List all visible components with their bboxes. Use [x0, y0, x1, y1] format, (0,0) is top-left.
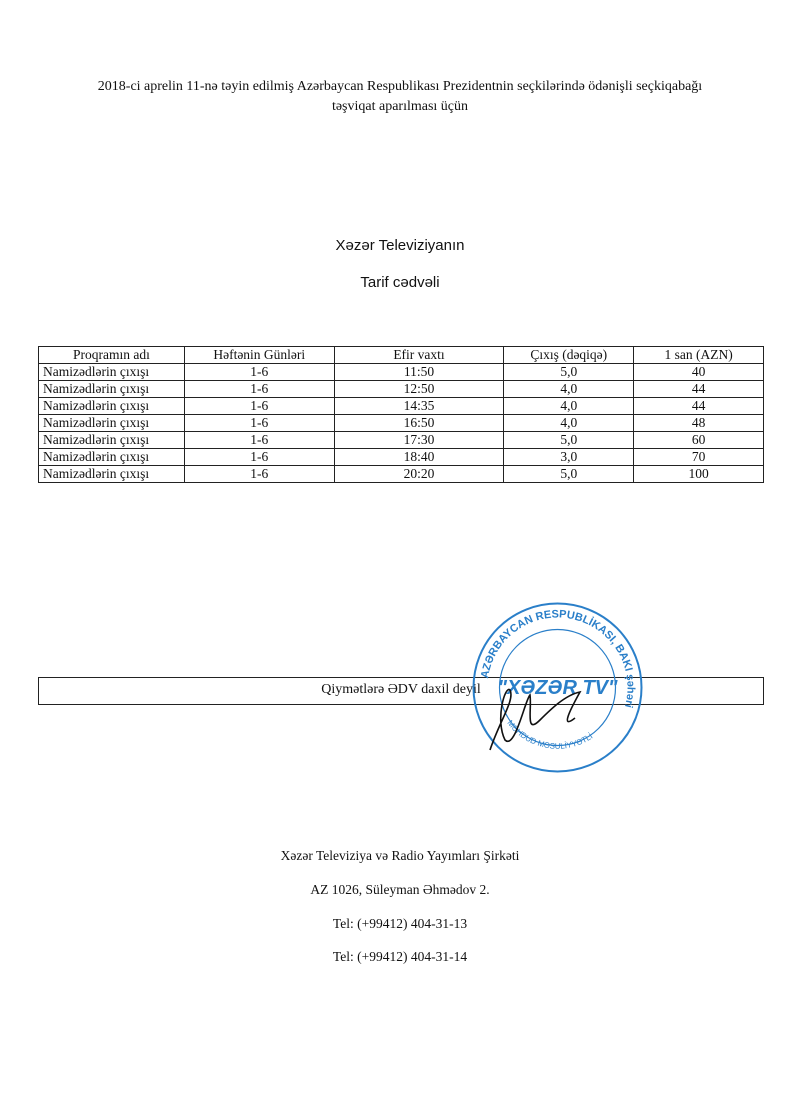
column-header-price: 1 san (AZN) [634, 347, 764, 364]
row-airtime-cell: 16:50 [334, 415, 504, 432]
column-header-days: Həftənin Günləri [184, 347, 334, 364]
row-price-cell: 60 [634, 432, 764, 449]
footer-address: AZ 1026, Süleyman Əhmədov 2. [310, 882, 490, 897]
row-days-cell: 1-6 [184, 466, 334, 483]
tariff-table [38, 346, 764, 483]
header-line-1: 2018-ci aprelin 11-nə təyin edilmiş Azərbaycan Respublikası Prezidentnin seçkilərində ödənişli seçkiqabağı [97, 79, 703, 94]
row-airtime-cell: 12:50 [334, 381, 504, 398]
row-price-cell: 100 [634, 466, 764, 483]
company-title: Xəzər Televiziyanın [335, 237, 465, 254]
row-duration-cell: 3,0 [504, 449, 634, 466]
row-days-cell: 1-6 [184, 432, 334, 449]
column-header-duration: Çıxış (dəqiqə) [504, 347, 634, 364]
row-price-cell: 40 [634, 364, 764, 381]
row-program-cell: Namizədlərin çıxışı [39, 449, 185, 466]
row-price-cell: 44 [634, 381, 764, 398]
row-program-cell: Namizədlərin çıxışı [39, 381, 185, 398]
row-airtime-cell: 20:20 [334, 466, 504, 483]
header-line-2: təşviqat aparılması üçün [331, 99, 469, 114]
footer-phone-2: Tel: (+99412) 404-31-14 [332, 949, 468, 964]
row-price-cell: 44 [634, 398, 764, 415]
column-header-program: Proqramın adı [39, 347, 185, 364]
table-row [39, 449, 764, 466]
row-program-cell: Namizədlərin çıxışı [39, 364, 185, 381]
row-duration-cell: 4,0 [504, 381, 634, 398]
table-row [39, 432, 764, 449]
table-row [39, 415, 764, 432]
table-row [39, 466, 764, 483]
row-days-cell: 1-6 [184, 364, 334, 381]
row-program-cell: Namizədlərin çıxışı [39, 398, 185, 415]
stamp-center-text: "XƏZƏR TV" [497, 677, 618, 699]
table-row [39, 381, 764, 398]
vat-note: Qiymətlərə ƏDV daxil deyil [321, 682, 481, 697]
stamp-outer-text: AZƏRBAYCAN RESPUBLİKASI, BAKI şəhəri [479, 608, 637, 710]
row-program-cell: Namizədlərin çıxışı [39, 466, 185, 483]
table-header-row [39, 347, 764, 364]
vat-note-box [38, 677, 764, 705]
tariff-subtitle: Tarif cədvəli [360, 274, 440, 291]
company-stamp [470, 600, 645, 775]
row-program-cell: Namizədlərin çıxışı [39, 432, 185, 449]
row-airtime-cell: 11:50 [334, 364, 504, 381]
row-duration-cell: 5,0 [504, 432, 634, 449]
row-duration-cell: 5,0 [504, 364, 634, 381]
row-duration-cell: 4,0 [504, 415, 634, 432]
row-days-cell: 1-6 [184, 381, 334, 398]
row-airtime-cell: 17:30 [334, 432, 504, 449]
row-airtime-cell: 18:40 [334, 449, 504, 466]
footer-company: Xəzər Televiziya və Radio Yayımları Şirkəti [280, 848, 520, 863]
row-days-cell: 1-6 [184, 449, 334, 466]
table-row [39, 398, 764, 415]
row-duration-cell: 4,0 [504, 398, 634, 415]
row-duration-cell: 5,0 [504, 466, 634, 483]
row-airtime-cell: 14:35 [334, 398, 504, 415]
footer-phone-1: Tel: (+99412) 404-31-13 [332, 916, 468, 931]
row-days-cell: 1-6 [184, 415, 334, 432]
row-days-cell: 1-6 [184, 398, 334, 415]
row-price-cell: 70 [634, 449, 764, 466]
row-price-cell: 48 [634, 415, 764, 432]
column-header-airtime: Efir vaxtı [334, 347, 504, 364]
stamp-bottom-text: MƏHDUD MƏSULİYYƏTLİ [505, 718, 595, 751]
row-program-cell: Namizədlərin çıxışı [39, 415, 185, 432]
table-row [39, 364, 764, 381]
